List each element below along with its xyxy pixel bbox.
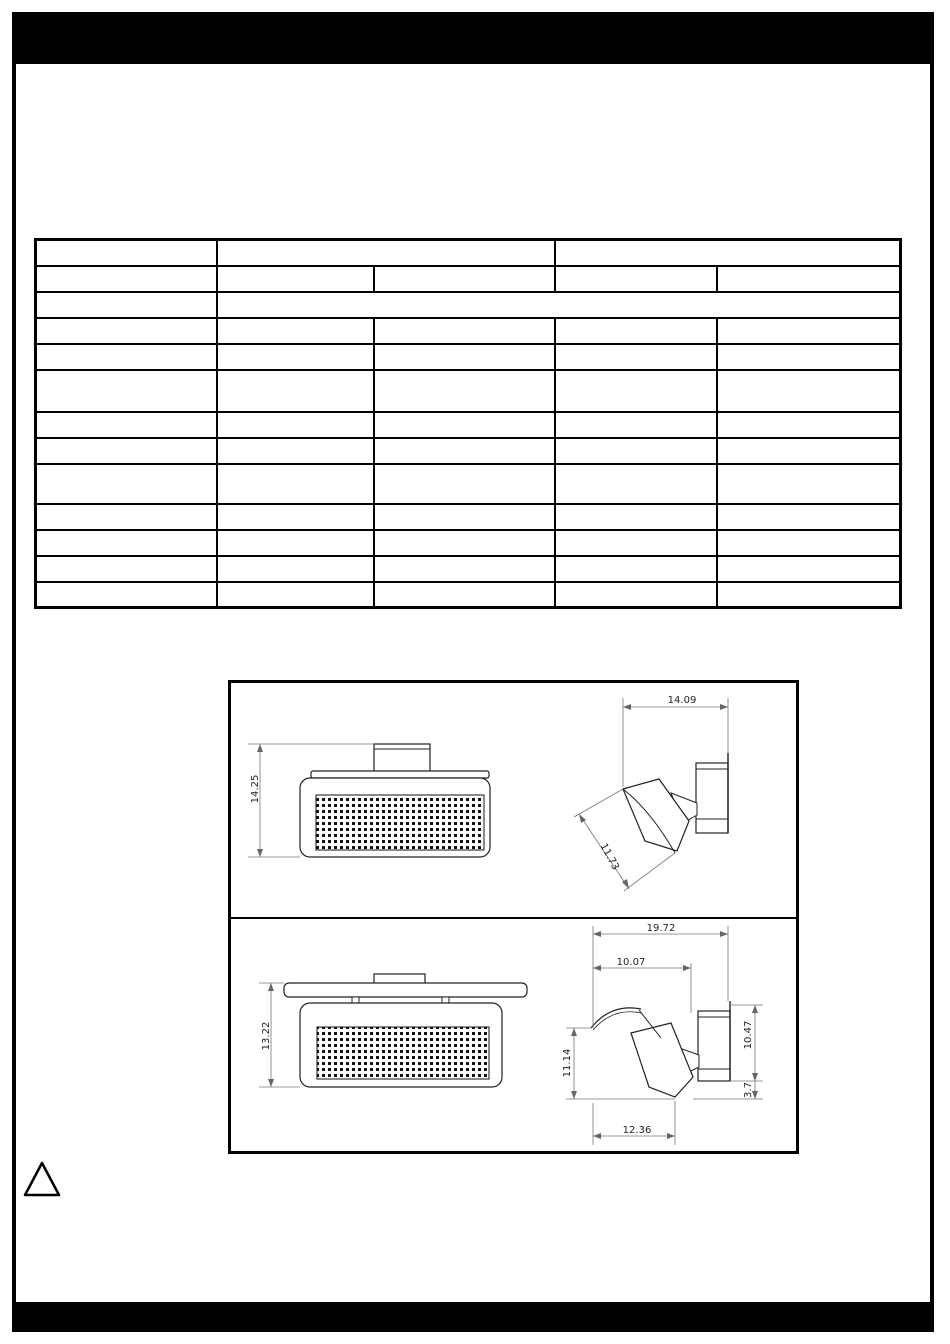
tilted-heater-body: [631, 1023, 693, 1097]
table-cell: [717, 556, 901, 582]
table-cell: [717, 530, 901, 556]
table-cell: [555, 370, 717, 412]
front-view-top: [248, 744, 490, 857]
reflector-arc: [591, 1008, 641, 1028]
table-row: [36, 344, 901, 370]
table-cell: [217, 504, 374, 530]
table-cell: [217, 530, 374, 556]
dim-side-left-height: 11.14: [562, 1048, 573, 1078]
table-cell: [374, 464, 555, 504]
table-cell: [217, 412, 374, 438]
table-cell: [374, 438, 555, 464]
dimension-drawing: [228, 680, 799, 1154]
table-row: [36, 292, 901, 318]
table-cell: [374, 266, 555, 292]
table-row: [36, 504, 901, 530]
table-cell: [555, 344, 717, 370]
dim-side-right-small: 3.7: [743, 1082, 754, 1098]
table-cell: [374, 412, 555, 438]
dim-front-height-top: 14.25: [250, 774, 261, 804]
table-cell: [36, 556, 217, 582]
wall-mount-block: [698, 1011, 730, 1081]
table-cell: [36, 464, 217, 504]
table-row: [36, 464, 901, 504]
table-cell: [36, 582, 217, 608]
reflector-hood: [284, 983, 527, 997]
table-cell: [217, 464, 374, 504]
front-view-bottom: [259, 974, 527, 1087]
table-cell: [717, 438, 901, 464]
table-cell: [217, 266, 374, 292]
dimension-drawing-svg: [231, 683, 796, 1151]
side-view-top: [574, 695, 728, 891]
dim-front-height-bottom: 13.22: [261, 1021, 272, 1051]
table-cell: [36, 240, 217, 266]
table-cell: [374, 504, 555, 530]
table-cell: [36, 530, 217, 556]
footer-bar: [12, 1302, 934, 1332]
table-cell: [374, 344, 555, 370]
dim-side-diagonal-top: 11.73: [597, 841, 621, 873]
table-row: [36, 412, 901, 438]
table-cell: [374, 582, 555, 608]
table-row: [36, 318, 901, 344]
table-row: [36, 240, 901, 266]
table-cell: [717, 504, 901, 530]
table-row: [36, 370, 901, 412]
table-cell: [555, 318, 717, 344]
table-cell: [717, 344, 901, 370]
table-cell: [36, 318, 217, 344]
reflector-edge: [311, 771, 489, 778]
heater-grille: [317, 1027, 489, 1079]
spec-table: [34, 238, 902, 609]
table-cell: [555, 438, 717, 464]
table-cell: [36, 438, 217, 464]
table-cell: [555, 556, 717, 582]
table-cell: [555, 240, 901, 266]
table-cell: [374, 318, 555, 344]
table-cell: [36, 504, 217, 530]
dim-side-right-height: 10.47: [743, 1020, 754, 1050]
table-cell: [217, 318, 374, 344]
dim-side-depth-top: 14.09: [667, 695, 697, 706]
table-row: [36, 530, 901, 556]
wall-mount-block: [696, 763, 728, 833]
table-cell: [717, 266, 901, 292]
table-cell: [717, 370, 901, 412]
table-cell: [374, 530, 555, 556]
table-cell: [717, 582, 901, 608]
table-cell: [217, 370, 374, 412]
table-cell: [217, 438, 374, 464]
table-cell: [217, 556, 374, 582]
dim-side-bottom-width: 12.36: [622, 1125, 652, 1136]
table-cell: [36, 266, 217, 292]
table-cell: [36, 370, 217, 412]
mount-bracket: [374, 744, 430, 772]
table-cell: [717, 412, 901, 438]
table-cell: [217, 292, 901, 318]
side-view-bottom: [562, 923, 763, 1145]
heater-grille: [316, 795, 484, 850]
table-cell: [555, 464, 717, 504]
table-row: [36, 266, 901, 292]
table-cell: [217, 582, 374, 608]
table-cell: [555, 266, 717, 292]
table-cell: [717, 318, 901, 344]
table-row: [36, 582, 901, 608]
table-cell: [555, 530, 717, 556]
table-cell: [555, 504, 717, 530]
table-cell: [717, 464, 901, 504]
table-cell: [36, 292, 217, 318]
table-row: [36, 556, 901, 582]
table-row: [36, 438, 901, 464]
table-cell: [555, 582, 717, 608]
dim-side-top-width: 10.07: [616, 957, 646, 968]
header-bar: [12, 12, 934, 64]
table-cell: [36, 344, 217, 370]
table-cell: [36, 412, 217, 438]
table-cell: [555, 412, 717, 438]
table-cell: [217, 240, 555, 266]
table-cell: [374, 556, 555, 582]
tilted-heater-body: [623, 779, 689, 851]
table-cell: [374, 370, 555, 412]
dim-side-overall-width: 19.72: [646, 923, 676, 934]
table-cell: [217, 344, 374, 370]
warning-triangle-icon: [22, 1160, 62, 1198]
